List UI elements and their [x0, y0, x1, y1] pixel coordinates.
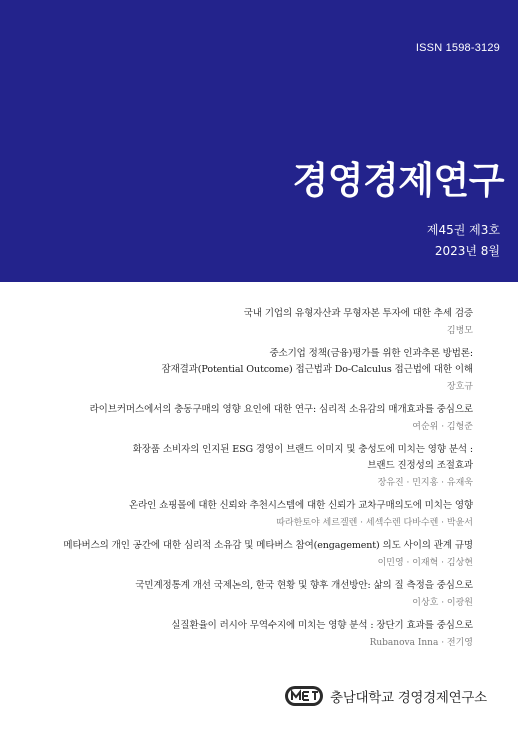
article-title: 화장품 소비자의 인지된 ESG 경영이 브랜드 이미지 및 충성도에 미치는 영향 분석 : — [132, 444, 473, 455]
article-title: 메타버스의 개인 공간에 대한 심리적 소유감 및 메타버스 참여(engagement) 의도 사이의 관계 규명 — [63, 540, 473, 551]
article-title: 온라인 쇼핑몰에 대한 신뢰와 추천시스템에 대한 신뢰가 교차구매의도에 미치는 영향 — [129, 500, 473, 511]
publisher-block — [284, 683, 487, 709]
volume-issue: 제45권 제3호 — [426, 223, 500, 237]
article-authors: 장유진 · 민지홍 · 유재욱 — [377, 478, 473, 488]
article-authors: 따라한토야 세르겔렌 · 세섹수렌 다바수렌 · 박윤서 — [276, 518, 473, 528]
article-title: 라이브커머스에서의 충동구매의 영향 요인에 대한 연구: 심리적 소유감의 매개효과를 중심으로 — [89, 404, 473, 415]
article-title: 실질환율이 러시아 무역수지에 미치는 영향 분석 : 장단기 효과를 중심으로 — [171, 620, 473, 631]
article-title: 국민계정통계 개선 국제논의, 한국 현황 및 향후 개선방안: 삶의 질 측정을 중심으로 — [135, 580, 473, 591]
article-authors: 여순위 · 김형준 — [412, 422, 473, 432]
journal-title: 경영경제연구 — [292, 159, 504, 202]
article-authors: 장호규 — [446, 382, 473, 392]
article-authors: Rubanova Inna · 전기영 — [369, 638, 473, 648]
article-title-line2: 잠재결과(Potential Outcome) 접근법과 Do-Calculus 접근법에 대한 이해 — [161, 364, 473, 375]
cover-header — [0, 0, 518, 282]
article-title: 중소기업 정책(금융)평가를 위한 인과추론 방법론: — [269, 348, 473, 359]
article-title-line2: 브랜드 진정성의 조절효과 — [367, 460, 473, 471]
issn-number: ISSN 1598-3129 — [415, 42, 500, 54]
university-emblem-logo-icon — [284, 684, 324, 708]
publication-date: 2023년 8월 — [434, 244, 500, 258]
article-title: 국내 기업의 유형자산과 무형자본 투자에 대한 추세 검증 — [243, 308, 473, 319]
article-authors: 이민영 · 이재혁 · 김상현 — [377, 558, 473, 568]
article-authors: 이상호 · 이광원 — [412, 598, 473, 608]
publisher-name: 충남대학교 경영경제연구소 — [330, 690, 487, 706]
article-authors: 김병모 — [446, 326, 473, 336]
